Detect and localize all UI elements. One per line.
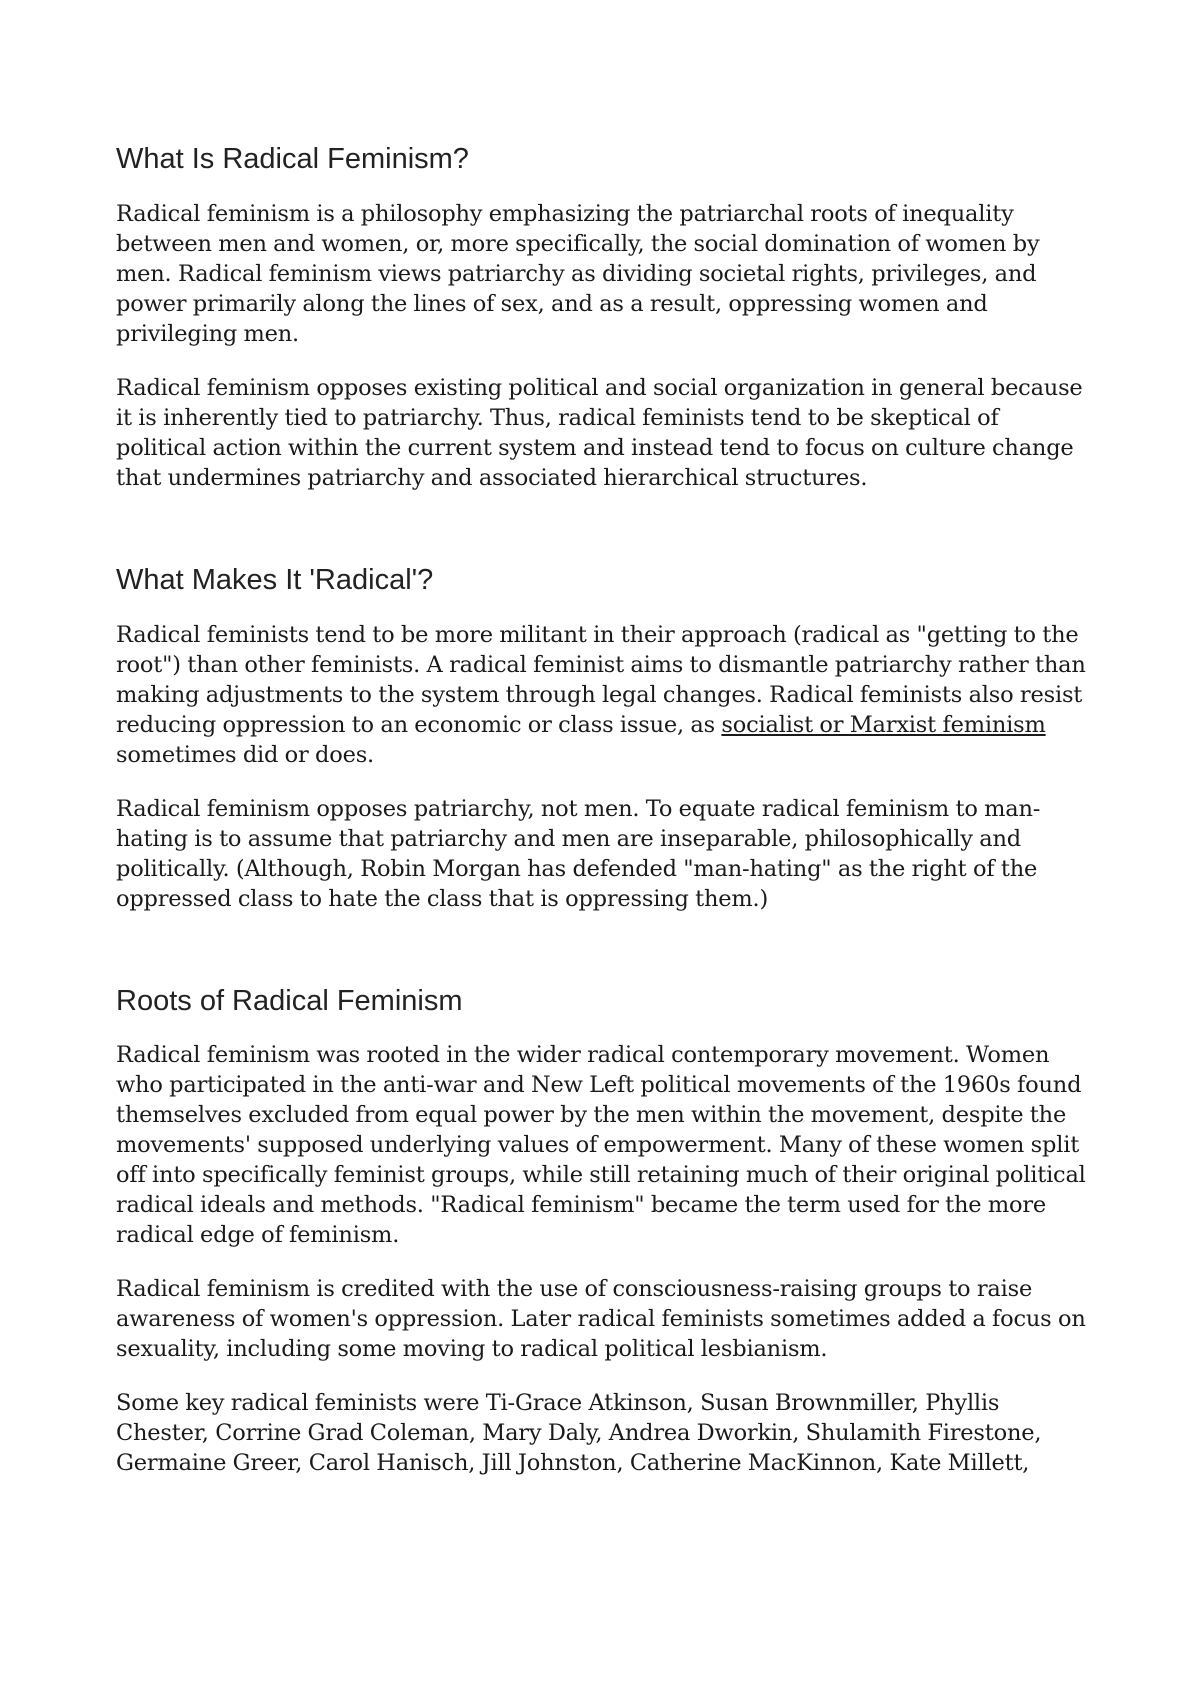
- paragraph: Radical feminism is a philosophy emphasizing the patriarchal roots of inequality between men and women, or, more specifically, the social domination of women by men. Radical feminism views patriarchy as dividing societal rights, privileges, and power primarily along the lines of sex, and as a result, oppressing women and privileging men.: [116, 200, 1040, 347]
- section-what-is-radical-feminism: [116, 142, 1086, 493]
- paragraph: Radical feminism opposes existing political and social organization in general because it is inherently tied to patriarchy. Thus, radical feminists tend to be skeptical of political action within the current system and instead tend to focus on culture change that undermines patriarchy and associated hierarchical structures.: [116, 374, 1083, 491]
- paragraph: [116, 620, 1086, 770]
- socialist-marxist-feminism-link[interactable]: socialist or Marxist feminism: [721, 711, 1046, 738]
- section-roots-of-radical-feminism: [116, 984, 1086, 1479]
- paragraph-text: Radical feminists tend to be more militant in their approach (radical as "getting to the root") than other feminists. A radical feminist aims to dismantle patriarchy rather than making adjustments to the system through legal changes. Radical feminists also resist reducing oppression to an economic or class issue, as: [116, 621, 1086, 738]
- paragraph: Some key radical feminists were Ti-Grace Atkinson, Susan Brownmiller, Phyllis Chester, Corrine Grad Coleman, Mary Daly, Andrea Dworkin, Shulamith Firestone, Germaine Greer, Carol Hanisch, Jill Johnston, Catherine MacKinnon, Kate Millett,: [116, 1390, 1042, 1477]
- section-heading: What Is Radical Feminism?: [116, 143, 469, 175]
- section-heading: Roots of Radical Feminism: [116, 984, 463, 1017]
- paragraph: Radical feminism was rooted in the wider radical contemporary movement. Women who participated in the anti-war and New Left political movements of the 1960s found themselves excluded from equal power by the men within the movement, despite the movements' supposed underlying values of empowerment. Many of these women split off into specifically feminist groups, while still retaining much of their original political radical ideals and methods. "Radical feminism" became the term used for the more radical edge of feminism.: [116, 1042, 1086, 1249]
- paragraph: Radical feminism is credited with the use of consciousness-raising groups to raise awareness of women's oppression. Later radical feminists sometimes added a focus on sexuality, including some moving to radical political lesbianism.: [116, 1276, 1086, 1363]
- section-heading: What Makes It 'Radical'?: [116, 563, 434, 596]
- document-body: [116, 142, 1086, 1548]
- paragraph-text: sometimes did or does.: [116, 741, 375, 768]
- paragraph: Radical feminism opposes patriarchy, not men. To equate radical feminism to man-hating is to assume that patriarchy and men are inseparable, philosophically and politically. (Although, Robin Morgan has defended "man-hating" as the right of the oppressed class to hate the class that is oppressing them.): [116, 795, 1041, 912]
- section-what-makes-it-radical: [116, 563, 1086, 914]
